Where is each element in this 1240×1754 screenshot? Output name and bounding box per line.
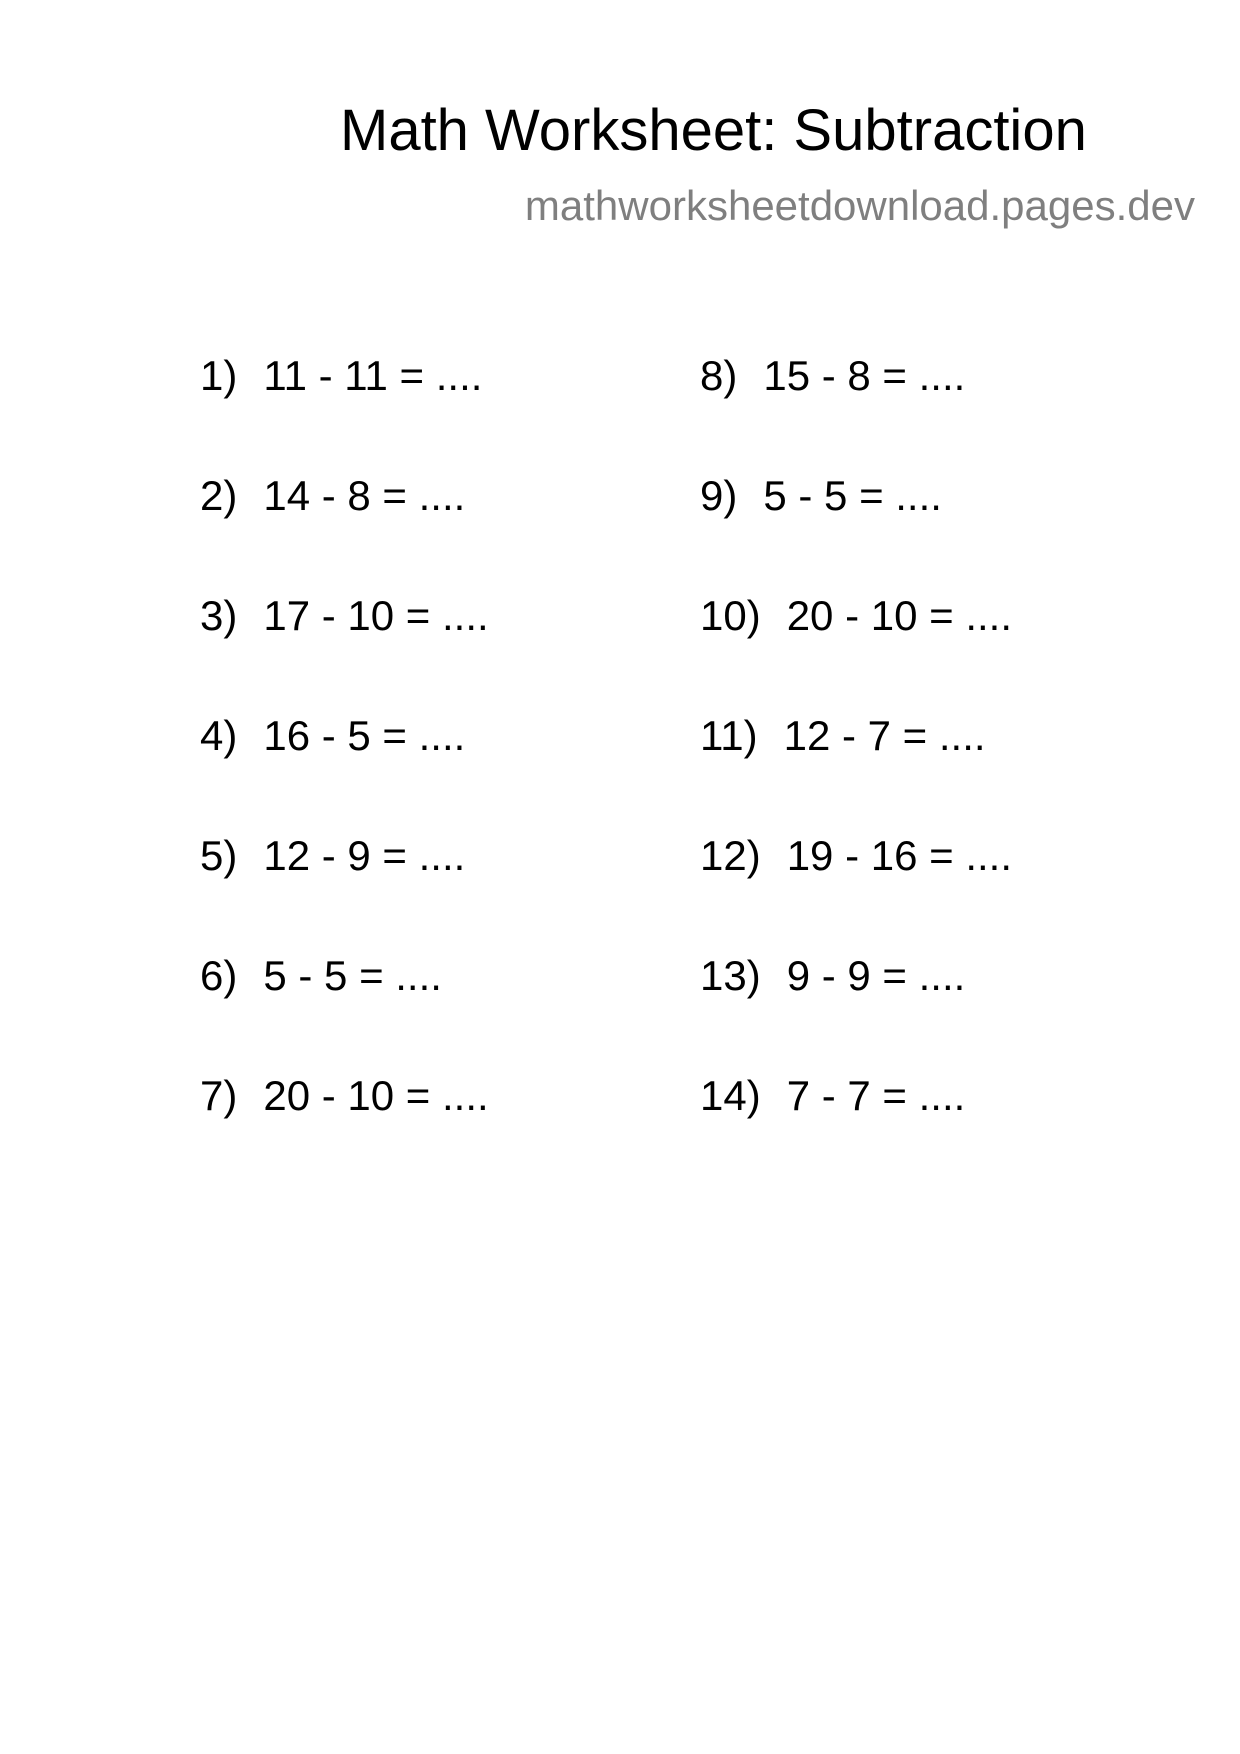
problem-number: 14) [700, 1072, 761, 1119]
problem-expression: 9 - 9 = .... [786, 952, 966, 999]
problem-expression: 11 - 11 = .... [263, 352, 483, 399]
problem-expression: 20 - 10 = .... [263, 1072, 489, 1119]
problem-number: 12) [700, 832, 761, 879]
problem-item [700, 1070, 1012, 1190]
problem-item [700, 830, 1012, 950]
problem-number: 6) [200, 952, 238, 999]
problem-item [200, 350, 489, 470]
problem-column-left [200, 350, 489, 1190]
problem-item [200, 590, 489, 710]
problem-expression: 14 - 8 = .... [263, 472, 466, 519]
problem-number: 7) [200, 1072, 238, 1119]
problem-item [700, 710, 1012, 830]
problem-number: 4) [200, 712, 238, 759]
worksheet-title: Math Worksheet: Subtraction [340, 98, 1087, 163]
problem-expression: 20 - 10 = .... [786, 592, 1013, 639]
problem-item [200, 710, 489, 830]
problem-number: 13) [700, 952, 761, 999]
problem-number: 1) [200, 352, 238, 399]
problem-item [700, 590, 1012, 710]
problem-item [200, 830, 489, 950]
problem-item [700, 470, 1012, 590]
problem-expression: 12 - 7 = .... [783, 712, 986, 759]
problem-expression: 5 - 5 = .... [763, 472, 942, 519]
problem-item [200, 950, 489, 1070]
problem-expression: 19 - 16 = .... [786, 832, 1013, 879]
source-url: mathworksheetdownload.pages.dev [524, 182, 1195, 229]
problem-number: 3) [200, 592, 238, 639]
problem-item [200, 1070, 489, 1190]
problem-number: 9) [700, 472, 738, 519]
problem-expression: 15 - 8 = .... [763, 352, 966, 399]
problem-expression: 5 - 5 = .... [263, 952, 442, 999]
problem-item [200, 470, 489, 590]
problem-number: 8) [700, 352, 738, 399]
problem-number: 10) [700, 592, 761, 639]
problem-expression: 16 - 5 = .... [263, 712, 466, 759]
problem-expression: 17 - 10 = .... [263, 592, 489, 639]
problem-item [700, 950, 1012, 1070]
problem-number: 11) [700, 712, 758, 759]
problem-expression: 12 - 9 = .... [263, 832, 466, 879]
problem-column-right [700, 350, 1012, 1190]
problem-number: 2) [200, 472, 238, 519]
problem-number: 5) [200, 832, 238, 879]
problem-item [700, 350, 1012, 470]
problem-expression: 7 - 7 = .... [786, 1072, 966, 1119]
